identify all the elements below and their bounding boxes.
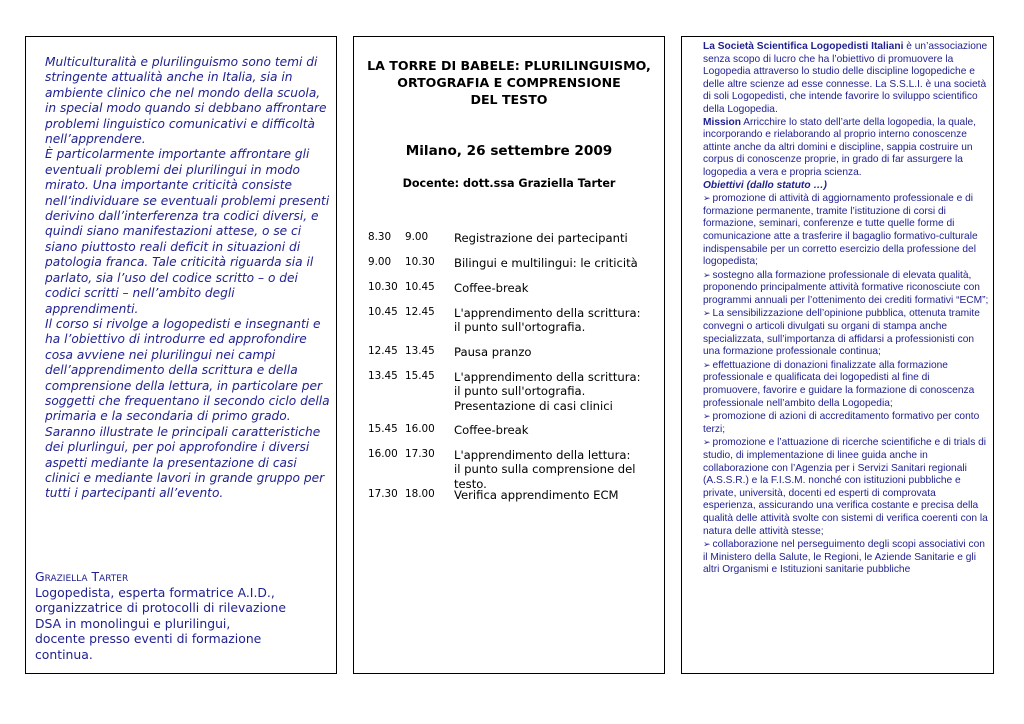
arrow-bullet-icon: ➢ <box>703 437 711 448</box>
objective-text: La sensibilizzazione dell’opinione pubblica, ottenuta tramite convegni o articoli divulgati su organi di stampa anche specializzata, sull’importanza di affidarsi a professionisti con una formazione professionale continua; <box>703 308 980 358</box>
end-time: 10.30 <box>405 256 435 268</box>
left-panel <box>25 36 337 674</box>
arrow-bullet-icon: ➢ <box>703 359 711 370</box>
objective-text: effettuazione di donazioni finalizzate alla formazione professionale e qualificata dei logopedisti al fine di promuovere, favorire e guidare la formazione di conoscenza professionale nell’ambito della Logopedia; <box>703 359 975 409</box>
society-description: è un’associazione senza scopo di lucro che ha l’obiettivo di promuovere la Logopedia attraverso lo studio delle discipline logopediche e delle altre scienze ad esse connesse. La S.S.L.I. è una società di soli Logopedisti, che intende favorire lo sviluppo scientifico della Logopedia. <box>703 41 988 115</box>
start-time: 13.45 <box>368 370 398 382</box>
objective-text: promozione e l’attuazione di ricerche scientifiche e di trials di studio, di implementazione di linee guida anche in collaborazione con l’Agenzia per i Servizi Sanitari regionali (A.S.S.R.) e la F.I.S.M. nonché con istituzioni pubbliche e private, università, docenti ed esperti di comprovata esperienza, assicurando una verifica costante e precisa della qualità delle attività svolte con sistemi di verifica coerenti con la natura delle attività stesse; <box>703 437 988 537</box>
activity: L'apprendimento della lettura: il punto sulla comprensione del testo. <box>454 448 636 491</box>
activity: Verifica apprendimento ECM <box>454 488 619 502</box>
objective-text: sostegno alla formazione professionale di elevata qualità, proponendo principalmente attività formative riconosciute con programmi annuali per l’ottenimento dei crediti formativi “ECM”; <box>703 269 989 306</box>
society-info <box>703 41 989 577</box>
objective-item <box>703 538 989 577</box>
start-time: 10.45 <box>368 306 398 318</box>
start-time: 12.45 <box>368 345 398 357</box>
intro-paragraph-3: Il corso si rivolge a logopedisti e insegnanti e ha l’obiettivo di introdurre ed approfondire cosa avviene nei plurilingui nei campi dell’apprendimento della scrittura e della comprensione della lettura, in particolare per soggetti che frequentano il secondo ciclo della primaria e la secondaria di primo grado. Saranno illustrate le principali caratteristiche dei plurlingui, per poi approfondire i diversi aspetti mediante la presentazione di casi clinici e mediante lavori in grande gruppo per tutti i partecipanti all’evento. <box>45 316 330 501</box>
objective-item <box>703 410 989 436</box>
author-description: Logopedista, esperta formatrice A.I.D., organizzatrice di protocolli di rilevazione DSA in monolingui e plurilingui, docente presso eventi di formazione continua. <box>35 584 286 662</box>
start-time: 17.30 <box>368 488 398 500</box>
author-block <box>35 569 330 663</box>
start-time: 16.00 <box>368 448 398 460</box>
author-name: Graziella Tarter <box>35 569 129 584</box>
activity: Bilingui e multilingui: le criticità <box>454 256 638 270</box>
activity: Coffee-break <box>454 423 529 437</box>
objective-text: promozione di attività di aggiornamento professionale e di formazione permanente, tramite l’istituzione di corsi di formazione, seminari, conferenze e tutte quelle forme di comunicazione atte a trasferire il bagaglio formativo-culturale indispensabile per un corretto esercizio della professione del logopedista; <box>703 193 978 268</box>
arrow-bullet-icon: ➢ <box>703 539 711 550</box>
end-time: 16.00 <box>405 423 435 435</box>
start-time: 8.30 <box>368 231 392 243</box>
end-time: 12.45 <box>405 306 435 318</box>
objective-item <box>703 269 989 308</box>
mission-text: Arricchire lo stato dell’arte della logopedia, la quale, incorporando e rielaborando al proprio interno conoscenze attinte anche da altri domini e discipline, sappia costruire un corpus di conoscenze proprie, in grado di far assurgere la logopedia a vera e propria scienza. <box>703 116 976 178</box>
start-time: 10.30 <box>368 281 398 293</box>
activity: L'apprendimento della scrittura: il punto sull'ortografia. <box>454 306 641 335</box>
activity: L'apprendimento della scrittura: il punto sull'ortografia. Presentazione di casi clinici <box>454 370 641 413</box>
end-time: 18.00 <box>405 488 435 500</box>
objective-item <box>703 307 989 358</box>
arrow-bullet-icon: ➢ <box>703 193 711 204</box>
activity: Registrazione dei partecipanti <box>454 231 628 245</box>
mission-paragraph <box>703 117 989 180</box>
activity: Pausa pranzo <box>454 345 532 359</box>
course-teacher: Docente: dott.ssa Graziella Tarter <box>402 177 616 190</box>
mission-label: Mission <box>703 116 741 128</box>
right-panel <box>681 36 994 674</box>
start-time: 15.45 <box>368 423 398 435</box>
objective-item <box>703 192 989 269</box>
arrow-bullet-icon: ➢ <box>703 308 711 319</box>
intro-paragraph-1: Multiculturalità e plurilinguismo sono temi di stringente attualità anche in Italia, sia in ambiente clinico che nel mondo della scuola, in special modo quando si debbano affrontare problemi linguistico comunicativi e difficoltà nell’apprendere. <box>45 55 327 147</box>
course-date: Milano, 26 settembre 2009 <box>405 143 613 159</box>
middle-panel <box>353 36 665 674</box>
objective-text: promozione di azioni di accreditamento formativo per conto terzi; <box>703 411 980 435</box>
society-intro <box>703 41 989 117</box>
start-time: 9.00 <box>368 256 392 268</box>
end-time: 10.45 <box>405 281 435 293</box>
objectives-heading: Obiettivi (dallo statuto …) <box>703 179 827 191</box>
objective-item <box>703 359 989 410</box>
society-name: La Società Scientifica Logopedisti Italiani <box>703 41 904 52</box>
intro-text <box>45 55 331 502</box>
objective-item <box>703 436 989 538</box>
end-time: 9.00 <box>405 231 429 243</box>
activity: Coffee-break <box>454 281 529 295</box>
arrow-bullet-icon: ➢ <box>703 411 711 422</box>
end-time: 13.45 <box>405 345 435 357</box>
intro-paragraph-2: È particolarmente importante affrontare gli eventuali problemi dei plurilingui in modo mirato. Una importante criticità consiste nell’individuare se eventuali problemi presenti derivino dall’interferenza tra codici diversi, e quindi siano manifestazioni attese, o se ci siano piuttosto reali deficit in situazioni di patologia franca. Tale criticità riguarda sia il parlato, sia l’uso del codice scritto – o dei codici scritti – nell’ambito degli apprendimenti. <box>45 147 330 316</box>
end-time: 15.45 <box>405 370 435 382</box>
course-title: LA TORRE DI BABELE: PLURILINGUISMO, ORTOGRAFIA E COMPRENSIONE DEL TESTO <box>367 58 651 107</box>
arrow-bullet-icon: ➢ <box>703 269 711 280</box>
end-time: 17.30 <box>405 448 435 460</box>
objective-text: collaborazione nel perseguimento degli scopi associativi con il Ministero della Salute, le Regioni, le Aziende Sanitarie e gli altri Organismi e Istituzioni sanitarie pubbliche <box>703 539 985 576</box>
